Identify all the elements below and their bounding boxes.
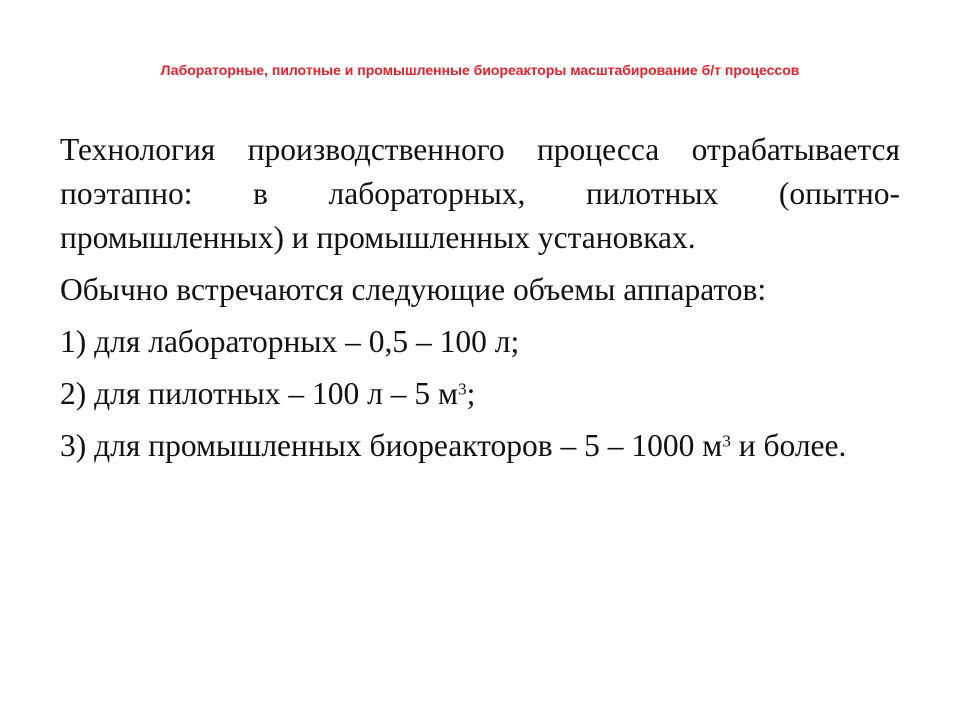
- list-item-industrial: [60, 424, 900, 468]
- list-item-laboratory: 1) для лабораторных – 0,5 – 100 л;: [60, 324, 520, 359]
- slide-body: [60, 128, 900, 468]
- list-item-industrial-text: 3) для промышленных биореакторов – 5 – 1000 м: [60, 428, 723, 463]
- list-item-pilot-suffix: ;: [466, 376, 476, 411]
- slide-title: Лабораторные, пилотные и промышленные биореакторы масштабирование б/т процессов: [160, 62, 800, 78]
- list-item-pilot: [60, 372, 900, 416]
- list-item-industrial-suffix: и более.: [730, 428, 847, 463]
- paragraph-volumes-intro: Обычно встречаются следующие объемы аппаратов:: [60, 272, 767, 307]
- list-item-pilot-superscript: 3: [457, 379, 467, 399]
- list-item-pilot-text: 2) для пилотных – 100 л – 5 м: [60, 376, 458, 411]
- list-item-industrial-superscript: 3: [722, 431, 731, 451]
- paragraph-technology: Технология производственного процесса отрабатывается поэтапно: в лабораторных, пилотных (опытно-промышленных) и промышленных установках.: [60, 132, 900, 255]
